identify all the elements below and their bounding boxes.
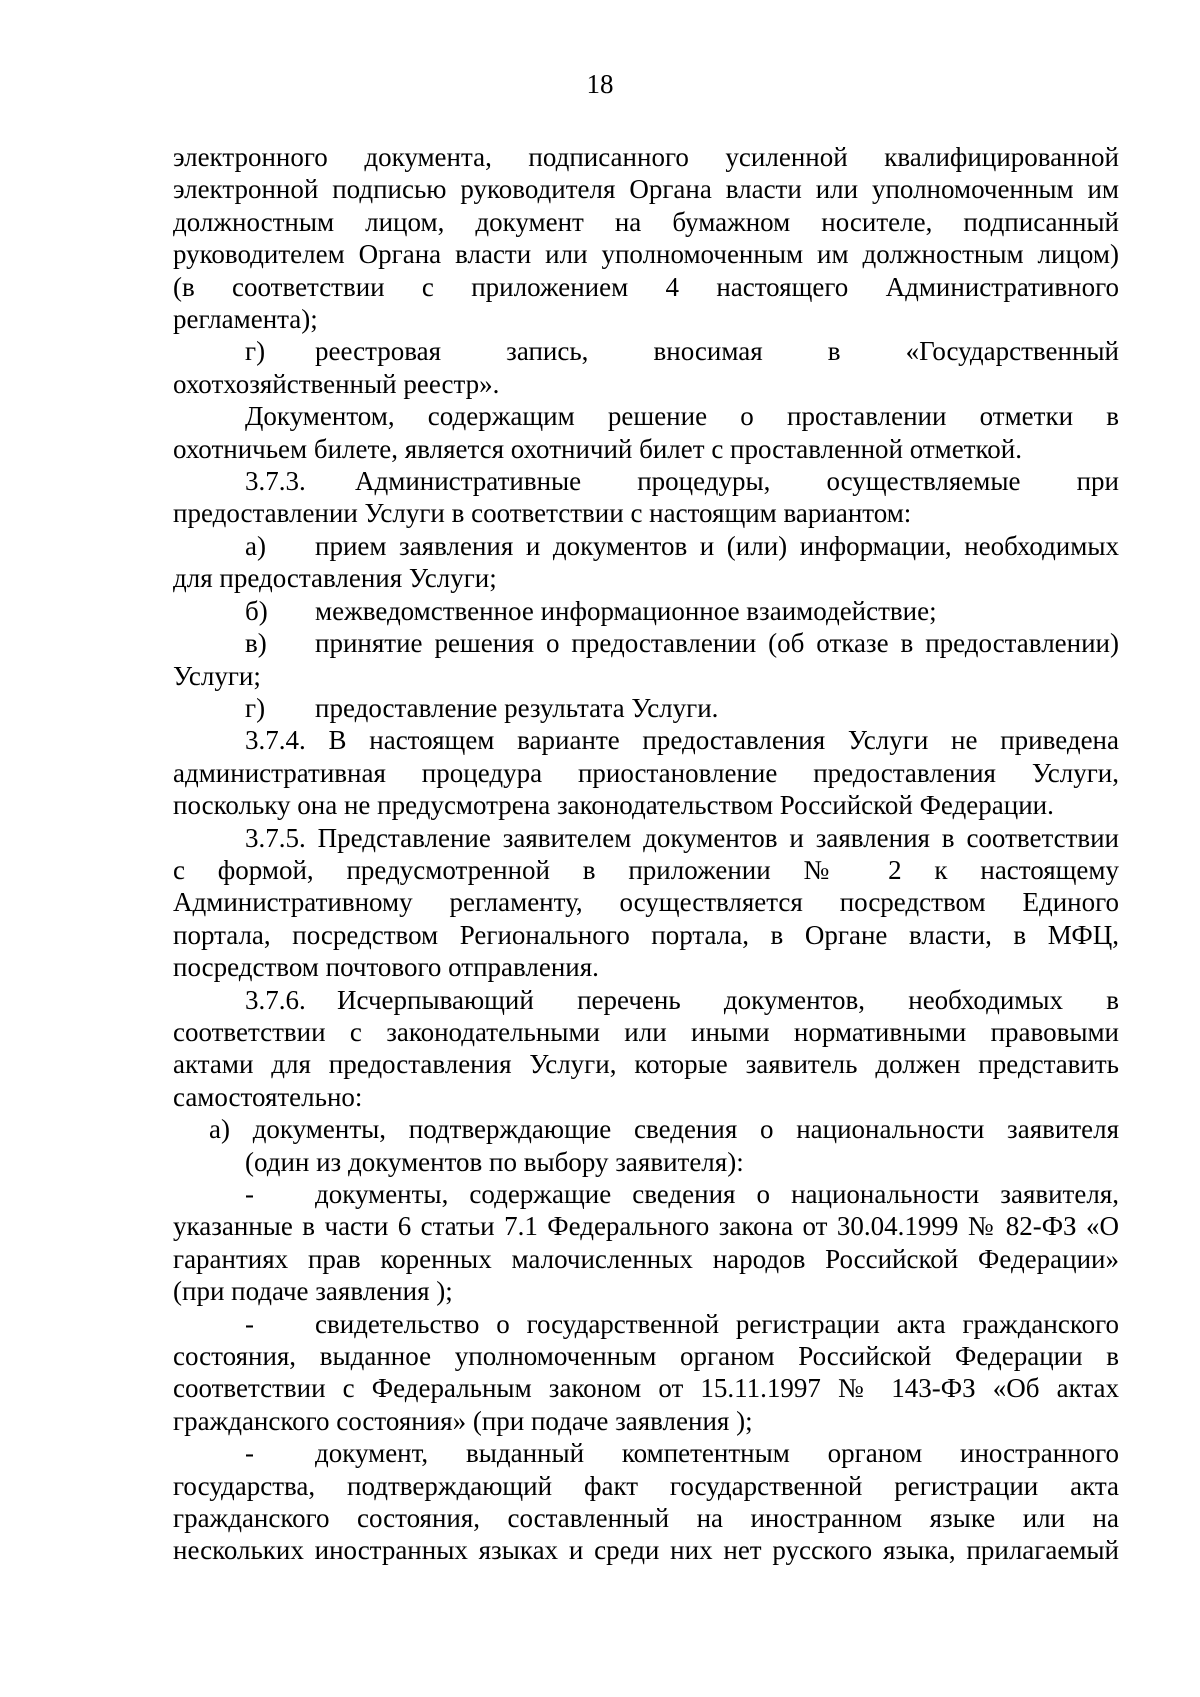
- item-text: реестровая запись, вносимая в «Государственный: [315, 336, 1119, 367]
- item-text: принятие решения о предоставлении (об отказе в предоставлении): [315, 628, 1119, 659]
- text-line: гражданского состояния, составленный на иностранном языке или на: [173, 1503, 1119, 1534]
- section-3-7-3: [173, 465, 1119, 497]
- item-text: свидетельство о государственной регистрации акта гражданского: [315, 1308, 1119, 1339]
- text-line: самостоятельно:: [173, 1081, 363, 1112]
- text-line: нескольких иностранных языках и среди них нет русского языка, прилагаемый: [173, 1535, 1119, 1566]
- text-line: актами для предоставления Услуги, которые заявитель должен представить: [173, 1049, 1119, 1080]
- text-line: портала, посредством Регионального портала, в Органе власти, в МФЦ,: [173, 919, 1119, 950]
- item-text: прием заявления и документов и (или) информации, необходимых: [315, 530, 1119, 561]
- text-line: электронной подписью руководителя Органа власти или уполномоченным им: [173, 174, 1119, 205]
- item-text: документы, содержащие сведения о национальности заявителя,: [315, 1179, 1119, 1209]
- text-line: руководителем Органа власти или уполномоченным им должностным лицом): [173, 239, 1119, 270]
- list-item-g-result: [173, 692, 1119, 724]
- text-line: административная процедура приостановление предоставления Услуги,: [173, 757, 1119, 788]
- text-line: 3.7.5. Представление заявителем документов и заявления в соответствии: [245, 822, 1119, 853]
- text-line: охотхозяйственный реестр».: [173, 368, 500, 399]
- text-line: Документом, содержащим решение о проставлении отметки в: [245, 401, 1119, 432]
- text-line: регламента);: [173, 304, 318, 335]
- list-item-v: [173, 627, 1119, 659]
- text-line: 3.7.4. В настоящем варианте предоставления Услуги не приведена: [245, 725, 1119, 756]
- dash-label: -: [245, 1308, 254, 1339]
- dash-item-3: [173, 1437, 1119, 1469]
- item-text: документ, выданный компетентным органом иностранного: [315, 1438, 1119, 1469]
- list-item-a-documents: а) документы, подтверждающие сведения о национальности заявителя: [209, 1114, 1119, 1145]
- dash-label: -: [245, 1179, 254, 1209]
- item-label: в): [245, 628, 267, 659]
- page-number: 18: [586, 69, 614, 99]
- dash-label: -: [245, 1438, 254, 1469]
- section-label: 3.7.6.: [245, 984, 306, 1015]
- text-line: указанные в части 6 статьи 7.1 Федерального закона от 30.04.1999 № 82-ФЗ «О: [173, 1211, 1119, 1242]
- text-line: соответствии с законодательными или иными нормативными правовыми: [173, 1016, 1119, 1047]
- dash-item-2: [173, 1308, 1119, 1340]
- section-text: Административные процедуры, осуществляемые при: [355, 466, 1119, 497]
- text-line: для предоставления Услуги;: [173, 563, 497, 594]
- item-text: межведомственное информационное взаимодействие;: [315, 595, 937, 626]
- text-line: (один из документов по выбору заявителя):: [245, 1146, 744, 1177]
- text-line: предоставлении Услуги в соответствии с настоящим вариантом:: [173, 498, 912, 529]
- list-item-g-registry: [173, 335, 1119, 367]
- text-line: (в соответствии с приложением 4 настоящего Административного: [173, 271, 1119, 302]
- text-line: Услуги;: [173, 660, 261, 691]
- text-line: соответствии с Федеральным законом от 15.11.1997 № 143-ФЗ «Об актах: [173, 1373, 1119, 1404]
- section-text: Исчерпывающий перечень документов, необходимых в: [337, 984, 1119, 1015]
- item-label: г): [245, 692, 266, 723]
- text-line: гражданского состояния» (при подаче заявления );: [173, 1405, 753, 1436]
- text-line: состояния, выданное уполномоченным органом Российской Федерации в: [173, 1341, 1119, 1372]
- item-label: г): [245, 336, 266, 367]
- text-line: охотничьем билете, является охотничий билет с проставленной отметкой.: [173, 433, 1022, 464]
- text-line: (при подаче заявления );: [173, 1276, 453, 1307]
- text-line: государства, подтверждающий факт государственной регистрации акта: [173, 1470, 1119, 1501]
- text-line: посредством почтового отправления.: [173, 952, 599, 983]
- text-line: с формой, предусмотренной в приложении № 2 к настоящему: [173, 854, 1119, 885]
- text-line: гарантиях прав коренных малочисленных народов Российской Федерации»: [173, 1243, 1119, 1274]
- document-body: [173, 141, 1119, 1567]
- item-label: а): [245, 530, 266, 561]
- list-item-b: [173, 595, 1119, 627]
- item-text: предоставление результата Услуги.: [315, 692, 719, 723]
- text-line: электронного документа, подписанного усиленной квалифицированной: [173, 142, 1119, 172]
- text-line: должностным лицом, документ на бумажном носителе, подписанный: [173, 206, 1119, 237]
- section-label: 3.7.3.: [245, 466, 306, 497]
- text-line: Административному регламенту, осуществляется посредством Единого: [173, 887, 1119, 918]
- list-item-a: [173, 530, 1119, 562]
- item-label: б): [245, 595, 268, 626]
- dash-item-1: [173, 1178, 1119, 1210]
- text-line: поскольку она не предусмотрена законодательством Российской Федерации.: [173, 790, 1054, 821]
- section-3-7-6: [173, 984, 1119, 1016]
